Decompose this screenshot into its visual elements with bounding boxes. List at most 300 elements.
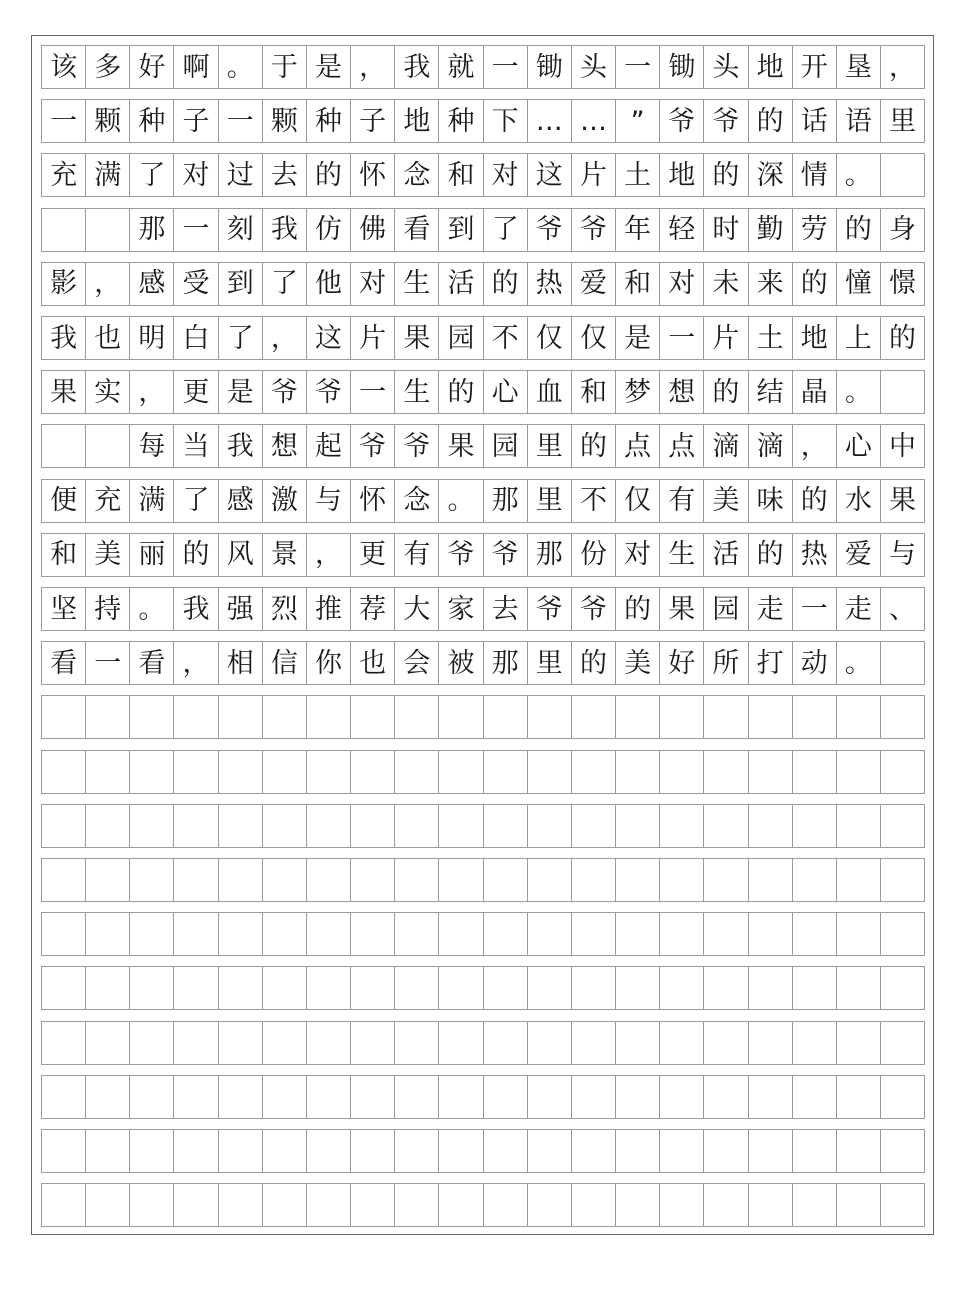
- grid-cell: ，: [307, 534, 351, 576]
- grid-cell: [881, 1184, 924, 1226]
- grid-cell: 片: [351, 317, 395, 359]
- grid-cell: [616, 913, 660, 955]
- grid-cell: 我: [174, 588, 218, 630]
- grid-cell: 走: [749, 588, 793, 630]
- grid-row: [41, 316, 925, 360]
- grid-cell: [130, 913, 174, 955]
- grid-cell: [616, 859, 660, 901]
- grid-cell: [837, 1076, 881, 1118]
- grid-cell: 一: [616, 46, 660, 88]
- grid-cell: 我: [263, 209, 307, 251]
- grid-cell: 对: [660, 263, 704, 305]
- grid-cell: [881, 859, 924, 901]
- grid-cell: [484, 751, 528, 793]
- grid-cell: 了: [219, 317, 263, 359]
- grid-cell: ，: [351, 46, 395, 88]
- grid-cell: 话: [793, 100, 837, 142]
- grid-cell: 生: [395, 371, 439, 413]
- grid-cell: 有: [660, 480, 704, 522]
- grid-cell: 结: [749, 371, 793, 413]
- grid-cell: ”: [616, 100, 660, 142]
- grid-cell: 颗: [263, 100, 307, 142]
- grid-cell: 满: [86, 154, 130, 196]
- grid-cell: 一: [484, 46, 528, 88]
- grid-cell: 走: [837, 588, 881, 630]
- grid-cell: 那: [528, 534, 572, 576]
- grid-cell: [749, 1022, 793, 1064]
- grid-cell: [660, 913, 704, 955]
- grid-row: [41, 153, 925, 197]
- grid-cell: 。: [837, 154, 881, 196]
- grid-cell: [307, 859, 351, 901]
- grid-cell: 打: [749, 642, 793, 684]
- grid-cell: …: [528, 100, 572, 142]
- grid-cell: [881, 913, 924, 955]
- grid-cell: 土: [749, 317, 793, 359]
- grid-row: [41, 262, 925, 306]
- grid-cell: 种: [130, 100, 174, 142]
- grid-cell: 爷: [439, 534, 483, 576]
- grid-row: [41, 587, 925, 631]
- grid-cell: [572, 696, 616, 738]
- grid-cell: 。: [219, 46, 263, 88]
- grid-cell: 热: [528, 263, 572, 305]
- grid-cell: 点: [660, 425, 704, 467]
- grid-row: [41, 804, 925, 848]
- grid-cell: 种: [439, 100, 483, 142]
- grid-cell: 好: [130, 46, 174, 88]
- grid-cell: 园: [484, 425, 528, 467]
- grid-cell: [572, 1130, 616, 1172]
- grid-cell: [660, 751, 704, 793]
- grid-cell: 的: [174, 534, 218, 576]
- grid-cell: 的: [793, 480, 837, 522]
- grid-cell: 了: [174, 480, 218, 522]
- grid-cell: [174, 1184, 218, 1226]
- grid-cell: [395, 805, 439, 847]
- grid-cell: 果: [395, 317, 439, 359]
- grid-cell: 的: [749, 100, 793, 142]
- grid-cell: [307, 967, 351, 1009]
- grid-cell: [263, 913, 307, 955]
- grid-cell: 是: [307, 46, 351, 88]
- grid-cell: 和: [616, 263, 660, 305]
- grid-row: [41, 370, 925, 414]
- grid-cell: 多: [86, 46, 130, 88]
- grid-row: [41, 1021, 925, 1065]
- grid-cell: 的: [749, 534, 793, 576]
- grid-cell: [881, 1022, 924, 1064]
- grid-cell: 下: [484, 100, 528, 142]
- grid-cell: 大: [395, 588, 439, 630]
- grid-cell: 便: [42, 480, 86, 522]
- grid-cell: [395, 696, 439, 738]
- grid-cell: 水: [837, 480, 881, 522]
- grid-cell: [793, 1130, 837, 1172]
- grid-cell: 爷: [704, 100, 748, 142]
- grid-cell: [307, 1022, 351, 1064]
- grid-cell: 里: [528, 425, 572, 467]
- grid-cell: [42, 751, 86, 793]
- grid-cell: 心: [837, 425, 881, 467]
- grid-cell: [660, 859, 704, 901]
- grid-cell: 白: [174, 317, 218, 359]
- grid-cell: 每: [130, 425, 174, 467]
- grid-cell: 有: [395, 534, 439, 576]
- grid-cell: [749, 1130, 793, 1172]
- grid-cell: ，: [174, 642, 218, 684]
- grid-cell: [439, 1130, 483, 1172]
- grid-cell: [793, 805, 837, 847]
- grid-cell: [572, 967, 616, 1009]
- grid-cell: [572, 859, 616, 901]
- grid-cell: [837, 805, 881, 847]
- grid-cell: [307, 1076, 351, 1118]
- grid-cell: [484, 1022, 528, 1064]
- grid-cell: 滴: [704, 425, 748, 467]
- grid-cell: [86, 805, 130, 847]
- grid-cell: 想: [263, 425, 307, 467]
- grid-row: [41, 1075, 925, 1119]
- grid-cell: 这: [307, 317, 351, 359]
- grid-cell: [749, 805, 793, 847]
- grid-cell: 我: [219, 425, 263, 467]
- grid-cell: 爱: [837, 534, 881, 576]
- grid-row: [41, 858, 925, 902]
- grid-cell: [660, 1022, 704, 1064]
- grid-cell: 来: [749, 263, 793, 305]
- grid-cell: [307, 805, 351, 847]
- grid-cell: 与: [889, 539, 917, 571]
- grid-cell: 我: [395, 46, 439, 88]
- grid-cell: [528, 696, 572, 738]
- grid-cell: [704, 859, 748, 901]
- grid-cell: [793, 696, 837, 738]
- grid-cell: [86, 1022, 130, 1064]
- grid-cell: 爷: [351, 425, 395, 467]
- grid-cell: [528, 805, 572, 847]
- grid-cell: [439, 805, 483, 847]
- grid-row: [41, 912, 925, 956]
- grid-cell: [351, 751, 395, 793]
- grid-cell: [484, 805, 528, 847]
- grid-cell: 血: [528, 371, 572, 413]
- grid-cell: [263, 751, 307, 793]
- grid-cell: 是: [616, 317, 660, 359]
- grid-cell: 去: [263, 154, 307, 196]
- grid-cell: 生: [395, 263, 439, 305]
- grid-cell: 更: [174, 371, 218, 413]
- grid-cell: [484, 859, 528, 901]
- grid-cell: 地: [793, 317, 837, 359]
- grid-row: [41, 99, 925, 143]
- grid-cell: [351, 967, 395, 1009]
- grid-cell: [219, 967, 263, 1009]
- grid-cell: 烈: [263, 588, 307, 630]
- grid-cell: [881, 371, 924, 413]
- grid-cell: 看: [130, 642, 174, 684]
- grid-cell: 颗: [86, 100, 130, 142]
- grid-cell: [749, 1184, 793, 1226]
- grid-cell: [704, 751, 748, 793]
- grid-cell: 被: [439, 642, 483, 684]
- grid-cell: 对: [174, 154, 218, 196]
- grid-cell: 该: [42, 46, 86, 88]
- grid-cell: [616, 1022, 660, 1064]
- grid-cell: [351, 805, 395, 847]
- grid-row: [41, 966, 925, 1010]
- grid-cell: [86, 913, 130, 955]
- grid-cell: 土: [616, 154, 660, 196]
- grid-cell: 我: [42, 317, 86, 359]
- grid-cell: 滴: [749, 425, 793, 467]
- grid-cell: [837, 1184, 881, 1226]
- grid-cell: 垦: [837, 46, 881, 88]
- grid-cell: 果: [660, 588, 704, 630]
- grid-cell: 了: [484, 209, 528, 251]
- grid-cell: 想: [660, 371, 704, 413]
- grid-cell: 充: [42, 154, 86, 196]
- grid-cell: [351, 1022, 395, 1064]
- grid-cell: 爷: [484, 534, 528, 576]
- grid-cell: [42, 913, 86, 955]
- grid-cell: 头: [572, 46, 616, 88]
- grid-row: [41, 641, 925, 685]
- grid-cell: 爷: [528, 588, 572, 630]
- grid-cell: [395, 1184, 439, 1226]
- grid-cell: [704, 1076, 748, 1118]
- grid-cell: [174, 1130, 218, 1172]
- grid-row: [41, 695, 925, 739]
- grid-cell: 爱: [572, 263, 616, 305]
- grid-cell: 也: [86, 317, 130, 359]
- grid-cell: [219, 1130, 263, 1172]
- grid-cell: [395, 751, 439, 793]
- grid-cell: 风: [219, 534, 263, 576]
- grid-cell: [704, 1022, 748, 1064]
- grid-cell: [881, 696, 924, 738]
- grid-cell: 你: [307, 642, 351, 684]
- grid-cell: 看: [395, 209, 439, 251]
- grid-cell: [219, 1022, 263, 1064]
- grid-cell: 勤: [749, 209, 793, 251]
- grid-cell: 和: [572, 371, 616, 413]
- grid-cell: 和: [439, 154, 483, 196]
- grid-cell: [616, 1184, 660, 1226]
- grid-cell: 晶: [793, 371, 837, 413]
- grid-cell: [439, 859, 483, 901]
- grid-cell: [528, 913, 572, 955]
- grid-cell: [660, 805, 704, 847]
- grid-cell: [219, 696, 263, 738]
- grid-cell: 中: [889, 430, 917, 462]
- grid-cell: 起: [307, 425, 351, 467]
- grid-cell: [42, 805, 86, 847]
- grid-cell: 的: [439, 371, 483, 413]
- grid-cell: [572, 1076, 616, 1118]
- grid-cell: [616, 805, 660, 847]
- grid-cell: [351, 1184, 395, 1226]
- grid-cell: [395, 913, 439, 955]
- grid-cell: 推: [307, 588, 351, 630]
- grid-cell: 相: [219, 642, 263, 684]
- grid-cell: [749, 967, 793, 1009]
- grid-cell: [263, 1076, 307, 1118]
- grid-cell: 感: [219, 480, 263, 522]
- grid-cell: 于: [263, 46, 307, 88]
- grid-cell: 那: [484, 480, 528, 522]
- grid-cell: [219, 1076, 263, 1118]
- grid-cell: 的: [616, 588, 660, 630]
- grid-cell: 信: [263, 642, 307, 684]
- grid-cell: [439, 1022, 483, 1064]
- grid-cell: [484, 967, 528, 1009]
- grid-cell: 一: [219, 100, 263, 142]
- grid-cell: 美: [616, 642, 660, 684]
- grid-cell: [42, 209, 86, 251]
- grid-cell: [837, 696, 881, 738]
- grid-cell: [749, 696, 793, 738]
- grid-cell: 仅: [616, 480, 660, 522]
- grid-cell: [837, 859, 881, 901]
- grid-cell: 的: [704, 154, 748, 196]
- grid-cell: [263, 696, 307, 738]
- grid-cell: [660, 1076, 704, 1118]
- grid-cell: 动: [793, 642, 837, 684]
- grid-cell: [793, 859, 837, 901]
- grid-cell: 里: [528, 642, 572, 684]
- grid-cell: [219, 751, 263, 793]
- grid-cell: [395, 1076, 439, 1118]
- grid-cell: [86, 751, 130, 793]
- grid-cell: 的: [793, 263, 837, 305]
- grid-cell: 了: [263, 263, 307, 305]
- grid-cell: [704, 1130, 748, 1172]
- grid-cell: 果: [42, 371, 86, 413]
- grid-cell: 的: [837, 209, 881, 251]
- grid-cell: 子: [174, 100, 218, 142]
- grid-cell: ，: [889, 51, 917, 83]
- grid-cell: [572, 1184, 616, 1226]
- grid-cell: [484, 1130, 528, 1172]
- grid-cell: 对: [351, 263, 395, 305]
- grid-cell: 一: [86, 642, 130, 684]
- grid-cell: 点: [616, 425, 660, 467]
- grid-row: [41, 45, 925, 89]
- grid-cell: [881, 967, 924, 1009]
- grid-cell: 坚: [42, 588, 86, 630]
- grid-row: [41, 208, 925, 252]
- grid-cell: [351, 696, 395, 738]
- grid-cell: [484, 1076, 528, 1118]
- grid-cell: [351, 1130, 395, 1172]
- grid-cell: 语: [837, 100, 881, 142]
- grid-cell: 这: [528, 154, 572, 196]
- grid-cell: [263, 805, 307, 847]
- grid-cell: [351, 913, 395, 955]
- grid-cell: 爷: [395, 425, 439, 467]
- grid-cell: 当: [174, 425, 218, 467]
- grid-cell: 对: [484, 154, 528, 196]
- grid-cell: 就: [439, 46, 483, 88]
- grid-cell: 地: [749, 46, 793, 88]
- grid-cell: 头: [704, 46, 748, 88]
- grid-cell: 感: [130, 263, 174, 305]
- grid-cell: [86, 1130, 130, 1172]
- grid-cell: [439, 913, 483, 955]
- grid-cell: [174, 967, 218, 1009]
- grid-cell: 憧: [837, 263, 881, 305]
- grid-cell: 过: [219, 154, 263, 196]
- grid-cell: [130, 1130, 174, 1172]
- grid-cell: 啊: [174, 46, 218, 88]
- grid-cell: [837, 1022, 881, 1064]
- grid-cell: 爷: [572, 588, 616, 630]
- grid-cell: 里: [889, 105, 917, 137]
- grid-cell: 一: [174, 209, 218, 251]
- grid-cell: 家: [439, 588, 483, 630]
- grid-cell: [130, 751, 174, 793]
- grid-cell: [174, 1022, 218, 1064]
- grid-cell: [219, 859, 263, 901]
- grid-cell: [42, 859, 86, 901]
- grid-cell: [86, 1076, 130, 1118]
- grid-cell: 美: [86, 534, 130, 576]
- grid-row: [41, 1129, 925, 1173]
- grid-cell: 明: [130, 317, 174, 359]
- grid-cell: [174, 1076, 218, 1118]
- grid-cell: [439, 967, 483, 1009]
- grid-cell: [528, 1022, 572, 1064]
- grid-cell: [528, 1184, 572, 1226]
- grid-cell: [837, 1130, 881, 1172]
- grid-cell: 持: [86, 588, 130, 630]
- grid-cell: 仅: [528, 317, 572, 359]
- grid-cell: [86, 967, 130, 1009]
- grid-cell: [174, 859, 218, 901]
- grid-cell: 轻: [660, 209, 704, 251]
- grid-cell: 到: [439, 209, 483, 251]
- grid-cell: 活: [439, 263, 483, 305]
- grid-cell: [660, 967, 704, 1009]
- grid-cell: [86, 1184, 130, 1226]
- grid-cell: 更: [351, 534, 395, 576]
- grid-cell: [439, 1184, 483, 1226]
- grid-cell: 也: [351, 642, 395, 684]
- grid-cell: 劳: [793, 209, 837, 251]
- grid-cell: 锄: [528, 46, 572, 88]
- grid-cell: 情: [793, 154, 837, 196]
- grid-cell: 影: [42, 263, 86, 305]
- grid-cell: 念: [395, 480, 439, 522]
- grid-cell: ，: [263, 317, 307, 359]
- grid-cell: [130, 1022, 174, 1064]
- grid-cell: [528, 1076, 572, 1118]
- grid-cell: 爷: [528, 209, 572, 251]
- grid-cell: [263, 859, 307, 901]
- grid-cell: 爷: [572, 209, 616, 251]
- grid-cell: [881, 805, 924, 847]
- grid-cell: 味: [749, 480, 793, 522]
- grid-cell: [42, 1130, 86, 1172]
- grid-cell: [439, 1076, 483, 1118]
- grid-cell: [42, 425, 86, 467]
- grid-cell: 果: [439, 425, 483, 467]
- grid-cell: 刻: [219, 209, 263, 251]
- grid-cell: [704, 1184, 748, 1226]
- grid-cell: [307, 913, 351, 955]
- grid-cell: [174, 913, 218, 955]
